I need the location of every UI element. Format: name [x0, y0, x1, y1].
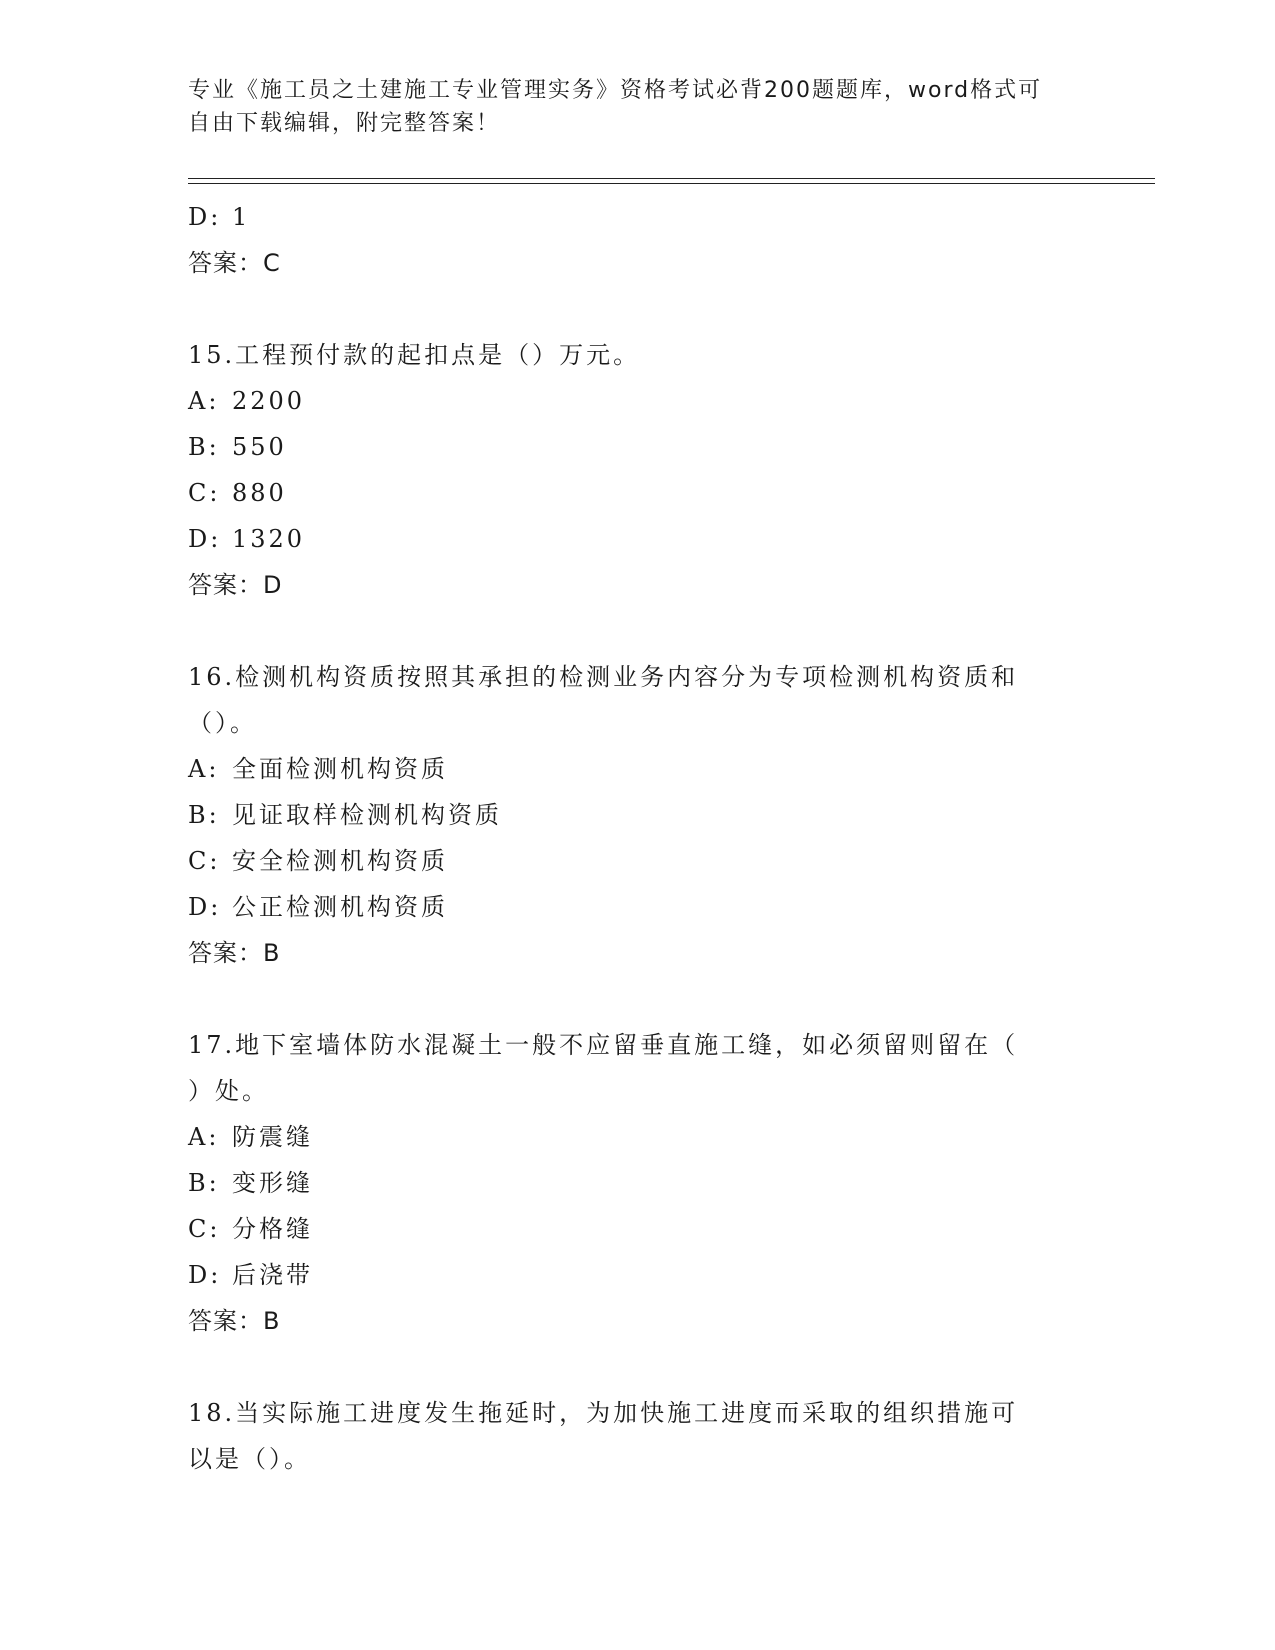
option-c	[188, 1206, 1088, 1252]
option-text: 880	[232, 479, 287, 507]
document-header	[188, 74, 1088, 140]
option-a	[188, 378, 1088, 424]
option-text: 安全检测机构资质	[232, 847, 448, 875]
option-key: C:	[188, 847, 221, 875]
option-d	[188, 194, 1088, 240]
option-d	[188, 516, 1088, 562]
option-text: 全面检测机构资质	[232, 755, 448, 783]
option-text: 变形缝	[232, 1169, 313, 1197]
answer-line: 答案：D	[188, 571, 283, 599]
option-text: 1	[232, 203, 251, 231]
option-text: 见证取样检测机构资质	[232, 801, 502, 829]
option-a	[188, 746, 1088, 792]
question-stem: 16.检测机构资质按照其承担的检测业务内容分为专项检测机构资质和	[188, 663, 1019, 691]
header-rule-top	[188, 178, 1155, 179]
option-c	[188, 838, 1088, 884]
question-stem: 15.工程预付款的起扣点是（）万元。	[188, 341, 641, 369]
option-key: B:	[188, 801, 220, 829]
question-stem: 18.当实际施工进度发生拖延时，为加快施工进度而采取的组织措施可	[188, 1399, 1019, 1427]
option-key: D:	[188, 525, 222, 553]
option-key: A:	[188, 387, 220, 415]
option-c	[188, 470, 1088, 516]
option-key: A:	[188, 755, 220, 783]
option-text: 550	[232, 433, 287, 461]
header-line-1: 专业《施工员之土建施工专业管理实务》资格考试必背200题题库，word格式可	[188, 78, 1043, 103]
answer-line: 答案：C	[188, 249, 281, 277]
option-b	[188, 792, 1088, 838]
header-rule-bottom	[188, 183, 1155, 184]
header-line-2: 自由下载编辑，附完整答案！	[188, 111, 501, 136]
option-key: A:	[188, 1123, 220, 1151]
question-stem-continued: （）。	[188, 709, 257, 737]
answer-line: 答案：B	[188, 939, 281, 967]
option-text: 防震缝	[232, 1123, 313, 1151]
option-text: 后浇带	[232, 1261, 313, 1289]
option-key: D:	[188, 203, 222, 231]
option-key: C:	[188, 479, 221, 507]
answer-line: 答案：B	[188, 1307, 281, 1335]
question-stem: 17.地下室墙体防水混凝土一般不应留垂直施工缝，如必须留则留在（	[188, 1031, 1019, 1059]
option-text: 1320	[232, 525, 306, 553]
option-text: 2200	[232, 387, 306, 415]
option-key: D:	[188, 1261, 222, 1289]
option-text: 公正检测机构资质	[232, 893, 448, 921]
option-b	[188, 1160, 1088, 1206]
option-d	[188, 1252, 1088, 1298]
option-key: C:	[188, 1215, 221, 1243]
option-key: B:	[188, 433, 220, 461]
option-b	[188, 424, 1088, 470]
option-key: D:	[188, 893, 222, 921]
option-key: B:	[188, 1169, 220, 1197]
option-d	[188, 884, 1088, 930]
question-stem-continued: 以是（）。	[188, 1445, 311, 1473]
option-a	[188, 1114, 1088, 1160]
question-stem-continued: ）处。	[188, 1077, 269, 1105]
option-text: 分格缝	[232, 1215, 313, 1243]
question-list	[188, 194, 1088, 1482]
